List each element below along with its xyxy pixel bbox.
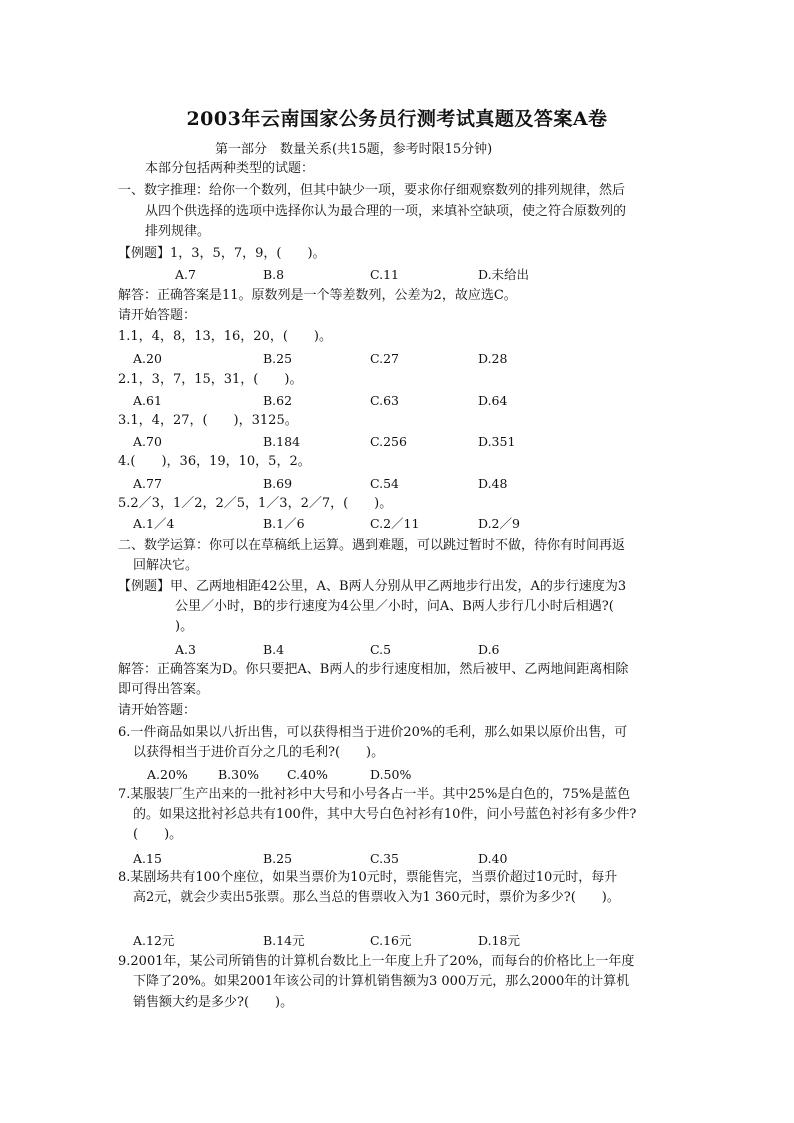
q5-option-d: D.2／9 (478, 516, 520, 531)
part1-heading-line3: 排列规律。 (145, 224, 211, 239)
question-6-line1: 6.一件商品如果以八折出售，可以获得相当于进价20%的毛利，那么如果以原价出售，可 (118, 725, 628, 740)
q8-option-c: C.16元 (370, 933, 412, 948)
example-option-b: B.8 (263, 267, 285, 282)
q1-option-b: B.25 (263, 351, 293, 366)
part2-answer-line2: 即可得出答案。 (118, 682, 210, 697)
question-8-line2: 高2元，就会少卖出5张票。那么当总的售票收入为1 360元时，票价为多少?( )。 (133, 890, 620, 905)
question-9-line2: 下降了20%。如果2001年该公司的计算机销售额为3 000万元，那么2000年的计算机 (133, 974, 630, 989)
q2-option-c: C.63 (370, 393, 399, 408)
q6-option-c: C.40% (287, 767, 328, 782)
question-3: 3.1，4，27，( )，3125。 (118, 413, 298, 428)
q4-option-c: C.54 (370, 476, 399, 491)
question-7-line2: 的。如果这批衬衫总共有100件，其中大号白色衬衫有10件，问小号蓝色衬衫有多少件? (133, 807, 637, 822)
q3-option-d: D.351 (478, 434, 516, 449)
example-option-c: C.11 (370, 267, 399, 282)
example-label: 【例题】 (118, 246, 171, 261)
part2-example-label: 【例题】 (118, 579, 171, 594)
part2-example-option-b: B.4 (263, 642, 285, 657)
section-heading: 第一部分 数量关系(共15题，参考时限15分钟) (215, 142, 493, 157)
question-7-line3: ( )。 (133, 827, 183, 842)
example-text: 1，3，5，7，9，( )。 (170, 246, 326, 261)
q3-option-a: A.70 (133, 434, 162, 449)
part2-example-text-1: 甲、乙两地相距42公里，A、B两人分别从甲乙两地步行出发，A的步行速度为3 (170, 579, 627, 594)
q6-option-a: A.20% (147, 767, 188, 782)
part2-heading-line1: 二、数学运算：你可以在草稿纸上运算。遇到难题，可以跳过暂时不做，待你有时间再返 (118, 538, 626, 553)
q8-option-b: B.14元 (263, 933, 305, 948)
part1-heading-line2: 从四个供选择的选项中选择你认为最合理的一项，来填补空缺项，使之符合原数列的 (145, 204, 627, 219)
question-4: 4.( )，36，19，10，5，2。 (118, 454, 311, 469)
part2-example-line2: 公里／小时，B的步行速度为4公里／小时，问A、B两人步行几小时后相遇?( (175, 599, 614, 614)
q2-option-b: B.62 (263, 393, 293, 408)
example-option-d: D.未给出 (478, 267, 530, 282)
part2-example-line3: )。 (175, 619, 194, 634)
example-answer: 解答：正确答案是11。原数列是一个等差数列，公差为2，故应选C。 (118, 288, 517, 303)
q7-option-d: D.40 (478, 851, 508, 866)
q1-option-c: C.27 (370, 351, 399, 366)
q4-option-d: D.48 (478, 476, 508, 491)
q5-option-b: B.1／6 (263, 516, 305, 531)
question-1: 1.1，4，8，13，16，20，( )。 (118, 329, 332, 344)
part2-answer-line1: 解答：正确答案为D。你只要把A、B两人的步行速度相加，然后被甲、乙两地间距离相除 (118, 662, 629, 677)
example-option-a: A.7 (175, 267, 196, 282)
part2-example-option-d: D.6 (478, 642, 500, 657)
q3-option-c: C.256 (370, 434, 407, 449)
part2-example-option-c: C.5 (370, 642, 392, 657)
q3-option-b: B.184 (263, 434, 301, 449)
part1-heading-line1: 一、数字推理：给你一个数列，但其中缺少一项，要求你仔细观察数列的排列规律，然后 (118, 183, 626, 198)
q5-option-a: A.1／4 (133, 516, 175, 531)
question-9-line1: 9.2001年，某公司所销售的计算机台数比上一年度上升了20%，而每台的价格比上一年度 (118, 954, 635, 969)
part2-example-line1 (118, 578, 626, 596)
q2-option-d: D.64 (478, 393, 508, 408)
start-prompt: 请开始答题： (118, 308, 197, 323)
q6-option-b: B.30% (218, 767, 259, 782)
q2-option-a: A.61 (133, 393, 162, 408)
question-2: 2.1，3，7，15，31，( )。 (118, 372, 303, 387)
question-8-line1: 8.某剧场共有100个座位，如果当票价为10元时，票能售完，当票价超过10元时，每升 (118, 870, 618, 885)
intro-text: 本部分包括两种类型的试题： (145, 161, 315, 176)
q4-option-a: A.77 (133, 476, 162, 491)
q7-option-b: B.25 (263, 851, 293, 866)
q7-option-c: C.35 (370, 851, 399, 866)
part2-heading-line2: 回解决它。 (133, 558, 199, 573)
part2-start-prompt: 请开始答题： (118, 703, 197, 718)
q8-option-a: A.12元 (133, 933, 175, 948)
question-7-line1: 7.某服装厂生产出来的一批衬衫中大号和小号各占一半。其中25%是白色的，75%是蓝色 (118, 787, 631, 802)
q1-option-a: A.20 (133, 351, 162, 366)
q4-option-b: B.69 (263, 476, 293, 491)
q8-option-d: D.18元 (478, 933, 520, 948)
q5-option-c: C.2／11 (370, 516, 420, 531)
part2-example-option-a: A.3 (175, 642, 196, 657)
document-title: 2003年云南国家公务员行测考试真题及答案A卷 (186, 108, 608, 130)
q6-option-d: D.50% (370, 767, 412, 782)
q1-option-d: D.28 (478, 351, 508, 366)
question-9-line3: 销售额大约是多少?( )。 (133, 995, 294, 1010)
question-6-line2: 以获得相当于进价百分之几的毛利?( )。 (133, 745, 385, 760)
question-5: 5.2／3，1／2，2／5，1／3，2／7，( )。 (118, 496, 393, 511)
example-line (118, 245, 326, 263)
q7-option-a: A.15 (133, 851, 162, 866)
